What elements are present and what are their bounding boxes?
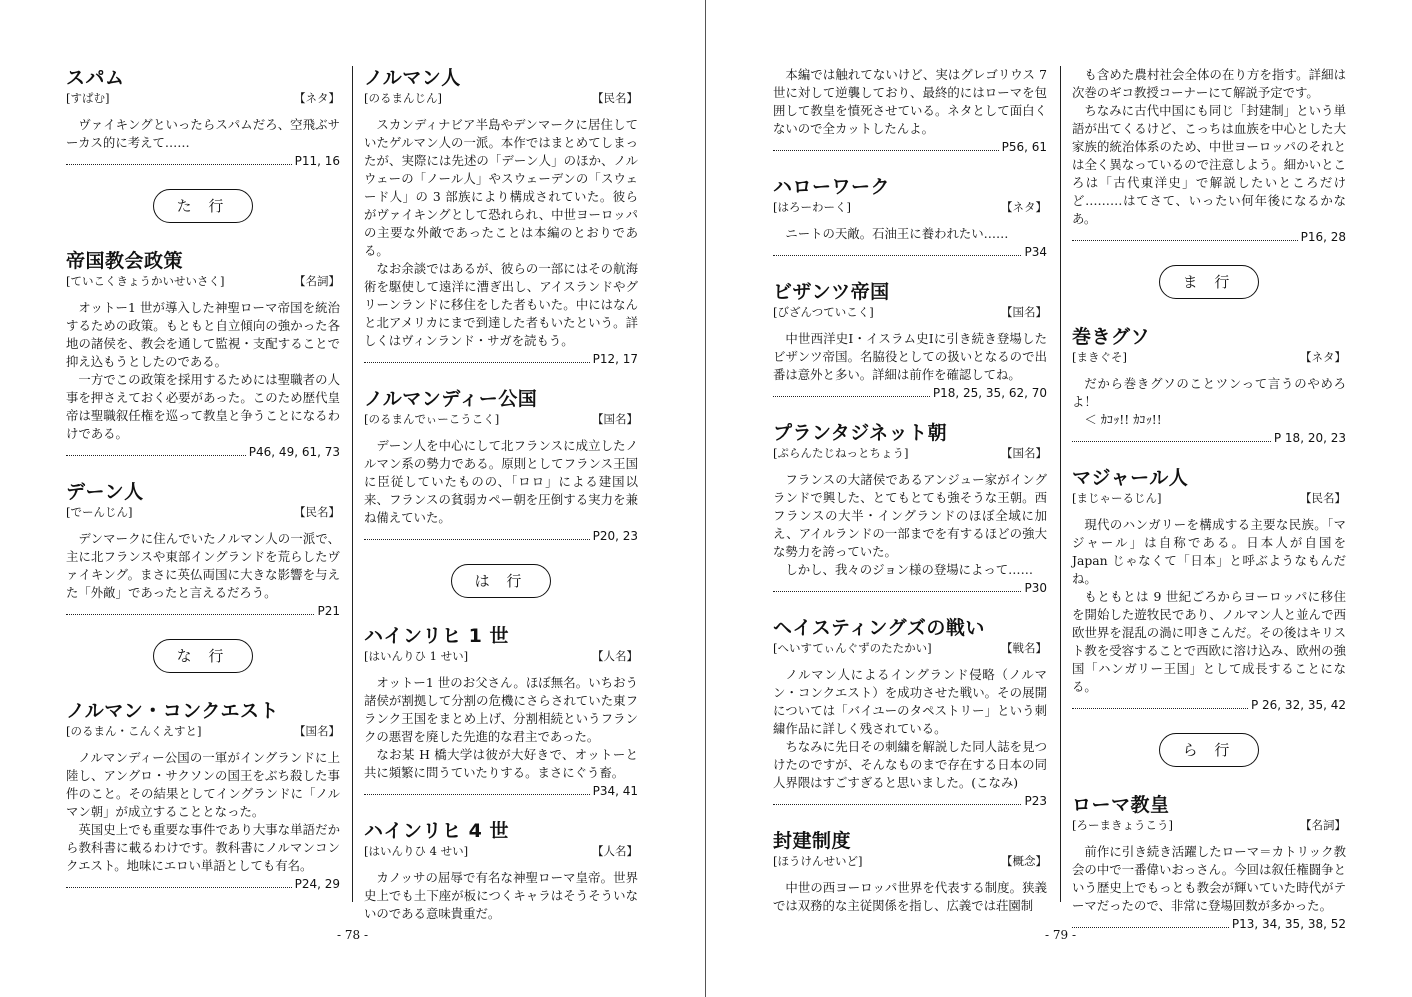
glossary-entry xyxy=(364,387,638,544)
glossary-entry xyxy=(773,829,1047,915)
entry-paragraph: デンマークに住んでいたノルマン人の一派で、主に北フランスや東部イングランドを荒らしたヴァイキング。まさに英仏両国に大きな影響を与えた「外敵」であったと言えるだろう。 xyxy=(66,531,340,600)
section-divider xyxy=(1072,265,1346,299)
entry-category: 【国名】 xyxy=(294,724,340,738)
page-reference xyxy=(773,385,1047,401)
entry-title: ヘイスティングズの戦い xyxy=(773,617,985,639)
entry-paragraph: なお某 H 橋大学は彼が大好きで、オットーと共に頻繁に問うていたりする。まさにぐう畜。 xyxy=(364,747,638,780)
entry-category: 【ネタ】 xyxy=(1300,350,1346,364)
entry-title: プランタジネット朝 xyxy=(773,422,948,444)
page-reference xyxy=(1072,697,1346,713)
entry-title: 封建制度 xyxy=(773,830,852,852)
section-label: な 行 xyxy=(153,639,253,673)
entry-paragraph: しかし、我々のジョン様の登場によって…… xyxy=(785,562,1033,577)
entry-reading: [ろーまきょうこう] xyxy=(1072,818,1173,832)
entry-meta xyxy=(364,411,638,427)
dotted-leader xyxy=(364,362,590,363)
dotted-leader xyxy=(66,614,314,615)
entry-body xyxy=(1072,516,1346,696)
page-reference xyxy=(364,528,638,544)
glossary-entry xyxy=(364,624,638,799)
dotted-leader xyxy=(364,794,590,795)
glossary-entry xyxy=(66,480,340,619)
entry-body xyxy=(66,749,340,875)
entry-title: ノルマン人 xyxy=(364,67,461,89)
entry-paragraph: 一方でこの政策を採用するためには聖職者の人事を押さえておく必要があった。このため歴代皇帝は聖職叙任権を巡って教皇と争うことになるわけである。 xyxy=(66,372,340,441)
entry-paragraph: 英国史上でも重要な事件であり大事な単語だから教科書に載るわけです。教科書にノルマンコンクエスト。地味にエロい単語としても有名。 xyxy=(66,822,340,873)
entry-title: 巻きグソ xyxy=(1072,326,1151,348)
entry-paragraph: デーン人を中心にして北フランスに成立したノルマン系の勢力である。原則としてフランス王国に臣従していたものの、「ロロ」による建国以来、フランスの貧弱カペー朝を圧倒する実力を兼ね備えていた。 xyxy=(364,438,638,525)
entry-body xyxy=(773,330,1047,384)
reference-pages: P11, 16 xyxy=(294,154,340,168)
entry-body xyxy=(1072,843,1346,915)
page-reference xyxy=(66,444,340,460)
glossary-entry xyxy=(66,66,340,169)
entry-body xyxy=(1072,66,1346,228)
dotted-leader xyxy=(773,804,1021,805)
page-reference xyxy=(1072,916,1346,932)
entry-paragraph: も含めた農村社会全体の在り方を指す。詳細は次巻のギコ教授コーナーにて解説予定です。 xyxy=(1072,67,1346,100)
reference-pages: P13, 34, 35, 38, 52 xyxy=(1231,917,1346,931)
entry-paragraph: なお余談ではあるが、彼らの一部にはその航海術を駆使して遠洋に漕ぎ出し、アイスランドやグリーンランドに移住をした者もいた。中にはなんと北アメリカにまで到達した者もいたという。詳しくはヴィンランド・サガを読もう。 xyxy=(364,261,638,348)
glossary-entry xyxy=(364,819,638,923)
entry-title: マジャール人 xyxy=(1072,467,1189,489)
entry-body xyxy=(773,471,1047,579)
entry-category: 【ネタ】 xyxy=(1001,200,1047,214)
reference-pages: P46, 49, 61, 73 xyxy=(248,445,340,459)
book-spine xyxy=(705,0,706,997)
entry-reading: [はいんりひ 4 せい] xyxy=(364,844,469,858)
reference-pages: P 18, 20, 23 xyxy=(1273,431,1346,445)
page-reference xyxy=(66,876,340,892)
entry-meta xyxy=(66,504,340,520)
column-2 xyxy=(364,66,638,943)
entry-meta xyxy=(1072,349,1346,365)
entry-reading: [へいすてぃんぐずのたたかい] xyxy=(773,641,932,655)
page-reference xyxy=(66,153,340,169)
glossary-entry xyxy=(773,421,1047,596)
entry-paragraph: ヴァイキングといったらスパムだろ、空飛ぶサーカス的に考えて…… xyxy=(66,117,340,150)
dotted-leader xyxy=(364,539,590,540)
entry-paragraph: 中世の西ヨーロッパ世界を代表する制度。狭義では双務的な主従関係を指し、広義では荘園制 xyxy=(773,880,1047,913)
entry-paragraph: ノルマンディー公国の一軍がイングランドに上陸し、アングロ・サクソンの国王をぶち殺した事件のこと。その結果としてイングランドに「ノルマン朝」が成立することとなった。 xyxy=(66,750,340,819)
entry-body xyxy=(364,437,638,527)
entry-category: 【民名】 xyxy=(592,91,638,105)
entry-body xyxy=(364,869,638,923)
entry-paragraph: 前作に引き続き活躍したローマ＝カトリック教会の中で一番偉いおっさん。今回は叙任権闘争という歴史上でもっとも教会が輝いていた時代がテーマだったので、非常に登場回数が多かった。 xyxy=(1072,844,1346,913)
glossary-entry xyxy=(1072,325,1346,446)
glossary-entry xyxy=(66,249,340,460)
reference-pages: P24, 29 xyxy=(294,877,340,891)
entry-category: 【戦名】 xyxy=(1001,641,1047,655)
page-reference xyxy=(773,139,1047,155)
reference-pages: P18, 25, 35, 62, 70 xyxy=(932,386,1047,400)
page-reference xyxy=(773,580,1047,596)
dotted-leader xyxy=(773,255,1021,256)
section-label: ら 行 xyxy=(1159,733,1259,767)
entry-title: 帝国教会政策 xyxy=(66,250,184,272)
entry-category: 【国名】 xyxy=(592,412,638,426)
dotted-leader xyxy=(773,591,1021,592)
reference-pages: P30 xyxy=(1024,581,1047,595)
entry-category: 【国名】 xyxy=(1001,446,1047,460)
entry-category: 【ネタ】 xyxy=(294,91,340,105)
entry-paragraph: 現代のハンガリーを構成する主要な民族。「マジャール」は自称である。日本人が自国を Japan じゃなくて「日本」と呼ぶようなもんだね。 xyxy=(1072,517,1346,586)
reference-pages: P21 xyxy=(317,604,340,618)
entry-reading: [はろーわーく] xyxy=(773,200,851,214)
reference-pages: P 26, 32, 35, 42 xyxy=(1250,698,1346,712)
glossary-entry xyxy=(773,616,1047,809)
entry-meta xyxy=(1072,817,1346,833)
reference-pages: P34 xyxy=(1024,245,1047,259)
entry-meta xyxy=(66,723,340,739)
page-reference xyxy=(773,793,1047,809)
column-divider-left xyxy=(352,66,353,902)
entry-reading: [でーんじん] xyxy=(66,505,133,519)
entry-meta xyxy=(773,853,1047,869)
entry-paragraph: ちなみに先日その刺繍を解説した同人誌を見つけたのですが、そんなものまで存在する日本の同人界隈はすごすぎると思いました。(こなみ) xyxy=(773,739,1047,790)
entry-body xyxy=(773,879,1047,915)
dotted-leader xyxy=(1072,240,1298,241)
page-reference xyxy=(773,244,1047,260)
entry-meta xyxy=(773,640,1047,656)
reference-pages: P12, 17 xyxy=(592,352,638,366)
page-reference xyxy=(364,351,638,367)
entry-body xyxy=(66,299,340,443)
entry-title: ハインリヒ 4 世 xyxy=(364,820,509,842)
entry-body xyxy=(364,116,638,350)
column-1 xyxy=(66,66,340,912)
entry-reading: [ぷらんたじねっとちょう] xyxy=(773,446,909,460)
section-divider xyxy=(66,639,340,673)
entry-paragraph: フランスの大諸侯であるアンジュー家がイングランドで興した、とてもとても強そうな王朝。西フランスの大半・イングランドのほぼ全域に加え、アイルランドの一部までを有するほどの強大な勢力を誇っていた。 xyxy=(773,472,1047,559)
entry-category: 【民名】 xyxy=(1300,491,1346,505)
reference-pages: P34, 41 xyxy=(592,784,638,798)
entry-meta xyxy=(773,199,1047,215)
section-label: た 行 xyxy=(153,189,253,223)
entry-paragraph: オットー1 世が導入した神聖ローマ帝国を統治するための政策。もともと自立傾向の強かった各地の諸侯を、教会を通して監視・支配することで抑え込もうとしたのである。 xyxy=(66,300,340,369)
entry-body xyxy=(66,116,340,152)
entry-category: 【名詞】 xyxy=(1300,818,1346,832)
column-divider-right xyxy=(1060,66,1061,902)
page-reference xyxy=(364,783,638,799)
entry-category: 【民名】 xyxy=(294,505,340,519)
entry-meta xyxy=(364,843,638,859)
entry-reading: [のるまんじん] xyxy=(364,91,442,105)
entry-paragraph: もともとは 9 世紀ごろからヨーロッパに移住を開始した遊牧民であり、ノルマン人と並んで西欧世界を混乱の渦に叩きこんだ。その後はキリスト教を受容することで西欧に溶け込み、欧州の強国「ハンガリー王国」として成長することになる。 xyxy=(1072,589,1346,694)
glossary-entry xyxy=(773,175,1047,260)
entry-reading: [すぱむ] xyxy=(66,91,110,105)
entry-reading: [ほうけんせいど] xyxy=(773,854,863,868)
page-number-left: - 78 - xyxy=(337,928,369,942)
entry-title: デーン人 xyxy=(66,481,144,503)
entry-category: 【人名】 xyxy=(592,649,638,663)
entry-title: ハローワーク xyxy=(773,176,891,198)
glossary-entry xyxy=(1072,793,1346,932)
dotted-leader xyxy=(66,887,292,888)
entry-meta xyxy=(773,304,1047,320)
section-divider xyxy=(1072,733,1346,767)
reference-pages: P16, 28 xyxy=(1300,230,1346,244)
section-divider xyxy=(66,189,340,223)
entry-reading: [まじゃーるじん] xyxy=(1072,491,1162,505)
entry-meta xyxy=(1072,490,1346,506)
entry-reading: [びざんつていこく] xyxy=(773,305,874,319)
glossary-entry xyxy=(1072,66,1346,245)
entry-category: 【概念】 xyxy=(1001,854,1047,868)
entry-category: 【名詞】 xyxy=(294,274,340,288)
entry-body xyxy=(773,666,1047,792)
entry-paragraph: 本編では触れてないけど、実はグレゴリウス 7 世に対して逆襲しており、最終的にはローマを包囲して教皇を憤死させている。ネタとして面白くないので全カットしたんよ。 xyxy=(773,67,1047,136)
entry-paragraph: ＜ ｶｺｯ!! ｶｺｯ!! xyxy=(1084,412,1162,427)
dotted-leader xyxy=(1072,708,1248,709)
column-4 xyxy=(1072,66,1346,952)
entry-title: ノルマン・コンクエスト xyxy=(66,700,279,722)
entry-title: ノルマンディー公国 xyxy=(364,388,538,410)
entry-reading: [ていこくきょうかいせいさく] xyxy=(66,274,225,288)
dotted-leader xyxy=(66,164,292,165)
dotted-leader xyxy=(773,396,930,397)
entry-meta xyxy=(66,90,340,106)
entry-body xyxy=(364,674,638,782)
entry-body xyxy=(773,225,1047,243)
section-label: は 行 xyxy=(451,564,551,598)
entry-paragraph: だから巻きグソのことツンって言うのやめろよ！ xyxy=(1072,376,1346,409)
entry-paragraph: ちなみに古代中国にも同じ「封建制」という単語が出てくるけど、こっちは血族を中心とした大家族的統治体系のため、中世ヨーロッパのそれとは全く異なっているので注意しよう。細かいところは「古代東洋史」で解説したいところだけど………はてさて、いったい何年後になるかなあ。 xyxy=(1072,103,1346,226)
section-divider xyxy=(364,564,638,598)
entry-category: 【国名】 xyxy=(1001,305,1047,319)
entry-paragraph: ノルマン人によるイングランド侵略（ノルマン・コンクエスト）を成功させた戦い。その展開については「バイユーのタペストリー」という刺繍作品に詳しく残されている。 xyxy=(773,667,1047,736)
glossary-entry xyxy=(364,66,638,367)
column-3 xyxy=(773,66,1047,935)
page-reference xyxy=(66,603,340,619)
page-number-right: - 79 - xyxy=(1045,928,1077,942)
entry-paragraph: カノッサの屈辱で有名な神聖ローマ皇帝。世界史上でも土下座が板につくキャラはそうそういないのである意味貴重だ。 xyxy=(364,870,638,921)
entry-meta xyxy=(364,90,638,106)
entry-meta xyxy=(66,273,340,289)
reference-pages: P23 xyxy=(1024,794,1047,808)
entry-paragraph: スカンディナビア半島やデンマークに居住していたゲルマン人の一派。本作ではまとめてしまったが、実際には先述の「デーン人」のほか、ノルウェーの「ノール人」やスウェーデンの「スウェード人」の 3 部族により構成されていた。彼らがヴァイキングとして恐れられ、中世ヨーロッパの主要な外敵であったことは本編のとおりである。 xyxy=(364,117,638,258)
dotted-leader xyxy=(1072,927,1229,928)
page-reference xyxy=(1072,430,1346,446)
entry-meta xyxy=(364,648,638,664)
dotted-leader xyxy=(66,455,246,456)
glossary-entry xyxy=(773,280,1047,401)
glossary-entry xyxy=(1072,466,1346,713)
glossary-entry xyxy=(773,66,1047,155)
dotted-leader xyxy=(773,150,999,151)
section-label: ま 行 xyxy=(1159,265,1259,299)
entry-meta xyxy=(773,445,1047,461)
reference-pages: P56, 61 xyxy=(1001,140,1047,154)
entry-title: ハインリヒ 1 世 xyxy=(364,625,509,647)
entry-title: ビザンツ帝国 xyxy=(773,281,890,303)
entry-body xyxy=(66,530,340,602)
glossary-entry xyxy=(66,699,340,892)
entry-title: ローマ教皇 xyxy=(1072,794,1170,816)
entry-paragraph: オットー1 世のお父さん。ほぼ無名。いちおう諸侯が割拠して分割の危機にさらされていた東フランク王国をまとめ上げ、分割相続というフランクの悪習を廃した先進的な君主であった。 xyxy=(364,675,638,744)
reference-pages: P20, 23 xyxy=(592,529,638,543)
entry-body xyxy=(773,66,1047,138)
entry-reading: [まきぐそ] xyxy=(1072,350,1127,364)
entry-title: スパム xyxy=(66,67,125,89)
dotted-leader xyxy=(1072,441,1271,442)
entry-paragraph: 中世西洋史Ⅰ・イスラム史Ⅰに引き続き登場したビザンツ帝国。名脇役としての扱いとなるので出番は意外と多い。詳細は前作を確認してね。 xyxy=(773,331,1047,382)
entry-reading: [はいんりひ 1 せい] xyxy=(364,649,469,663)
entry-reading: [のるまん・こんくえすと] xyxy=(66,724,202,738)
entry-category: 【人名】 xyxy=(592,844,638,858)
entry-body xyxy=(1072,375,1346,429)
entry-reading: [のるまんでぃーこうこく] xyxy=(364,412,500,426)
entry-paragraph: ニートの天敵。石油王に養われたい…… xyxy=(785,226,1009,241)
page-reference xyxy=(1072,229,1346,245)
